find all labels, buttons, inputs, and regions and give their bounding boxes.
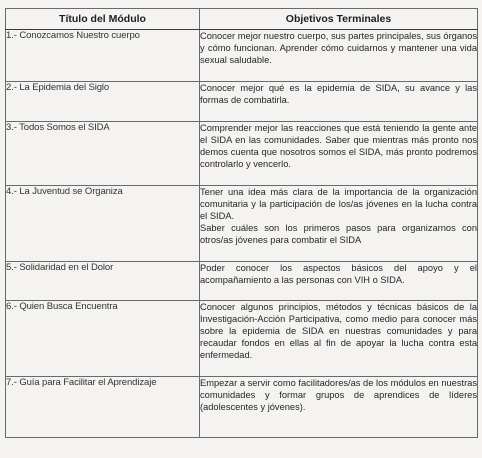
objective-text: Conocer mejor qué es la epidemia de SIDA, su avance y las formas de combatirla. <box>200 83 477 105</box>
modules-table <box>5 8 478 438</box>
module-title: 5.- Solidaridad en el Dolor <box>6 262 200 301</box>
header-module-title: Título del Módulo <box>6 9 200 30</box>
header-objectives: Objetivos Terminales <box>200 9 478 30</box>
module-objective <box>200 377 478 438</box>
objective-text: Conocer mejor nuestro cuerpo, sus partes principales, sus órganos y cómo funcionan. Aprender cómo cuidarnos y mantener una vida sexual saludable. <box>200 31 477 65</box>
objective-text: Tener una idea más clara de la importancia de la organización comunitaria y la participación de los/as jóvenes en la lucha contra el SIDA. <box>200 187 477 221</box>
table-header-row <box>6 9 478 30</box>
module-title: 4.- La Juventud se Organiza <box>6 186 200 262</box>
table-row <box>6 122 478 186</box>
table-row <box>6 82 478 122</box>
module-title: 1.- Conozcamos Nuestro cuerpo <box>6 30 200 82</box>
objective-text: Empezar a servir como facilitadores/as de los módulos en nuestras comunidades y formar grupos de aprendices de líderes (adolescentes y jóvenes). <box>200 378 477 412</box>
module-title: 3.- Todos Somos el SIDA <box>6 122 200 186</box>
module-objective <box>200 30 478 82</box>
module-title: 6.- Quien Busca Encuentra <box>6 301 200 377</box>
table-row <box>6 30 478 82</box>
module-objective <box>200 82 478 122</box>
module-title: 7.- Guía para Facilitar el Aprendizaje <box>6 377 200 438</box>
objective-text-extra: Saber cuáles son los primeros pasos para organizarnos con otros/as jóvenes para combatir el SIDA <box>200 223 477 245</box>
table-row <box>6 377 478 438</box>
objective-text: Poder conocer los aspectos básicos del apoyo y el acompañamiento a las personas con VIH o SIDA. <box>200 263 477 285</box>
module-objective <box>200 186 478 262</box>
table-row <box>6 262 478 301</box>
module-objective <box>200 122 478 186</box>
objective-text: Conocer algunos principios, métodos y técnicas básicos de la Investigación-Acción Participativa, como medio para conocer más sobre la epidemia de SIDA en nuestras comunidades y para recaudar fondos en ellas al fin de apoyar la lucha contra esta enfermedad. <box>200 302 477 360</box>
objective-text: Comprender mejor las reacciones que está teniendo la gente ante el SIDA en las comunidades. Saber que mientras más pronto nos demos cuenta que nosotros somos el SIDA, más pronto podremos controlarlo y vencerlo. <box>200 123 477 169</box>
module-objective <box>200 262 478 301</box>
table-row <box>6 186 478 262</box>
module-objective <box>200 301 478 377</box>
module-title: 2.- La Epidemia del Siglo <box>6 82 200 122</box>
table-row <box>6 301 478 377</box>
